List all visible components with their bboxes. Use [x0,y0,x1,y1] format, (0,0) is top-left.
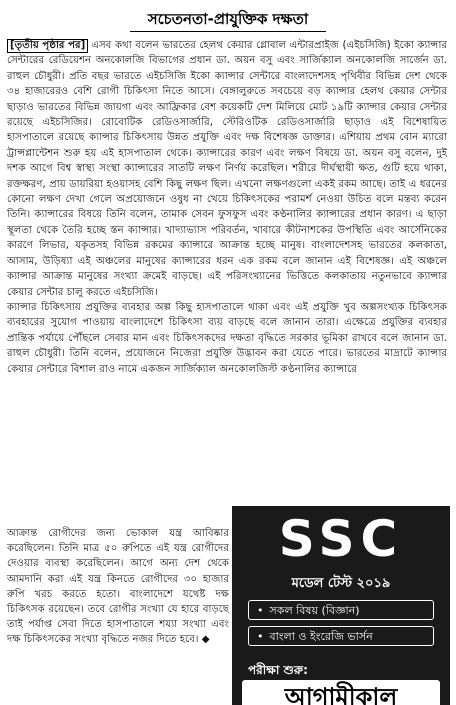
ssc-model-test-advertisement [232,506,450,705]
ad-bullet-subjects [248,600,434,620]
headline-underline [130,31,326,32]
ad-bullet-versions [248,626,434,646]
article-column-continuation: আক্রান্ত রোগীদের জন্য ভোকাল যন্ত্র আবিষ্কার করেছিলেন। তিনি মাত্র ৫০ রুপিতে এই যন্ত্র রোগীদের দেওয়ার ব্যবস্থা করেছিলেন। আগে অন্য দেশ থেকে আমদানি করা এই যন্ত্র কিনতে রোগীদের ৩০ হাজার রুপি খরচ করতে হতো। বাংলাদেশে যথেষ্ট দক্ষ চিকিৎসক রয়েছেন। তবে রোগীর সংখ্যা যে হারে বাড়ছে তাই পর্যাপ্ত সেবা দিতে হাসপাতালে শয্যা সংখ্যা এবং দক্ষ চিকিৎসকের সংখ্যা বৃদ্ধিতে নজর দিতে হবে। ◆ [7,528,229,646]
article-headline: সচেতনতা-প্রাযুক্তিক দক্ষতা [147,10,309,28]
continued-from-tag: [তৃতীয় পৃষ্ঠার পর] [7,39,88,53]
ad-title: SSC [278,510,404,568]
article-paragraph-1 [7,38,447,300]
bullet-icon: • [257,604,264,617]
ad-banner-text: আগামীকাল [284,683,398,705]
article-paragraph-2: ক্যান্সার চিকিৎসায় প্রযুক্তির ব্যবহার অল্প কিছু হাসপাতালে থাকা এবং এই প্রযুক্তি খুব অল্পসংখ্যক চিকিৎসক ব্যবহারের সুযোগ পাওয়ায় বাংলাদেশে চিকিৎসা ব্যয় বাড়ছে বলে জানান তারা। এক্ষেত্রে প্রযুক্তির ব্যবহার প্রান্তিক পর্যায়ে পৌঁছলে সেবার মান এবং চিকিৎসকদের দক্ষতা বৃদ্ধিতে সরকার ভূমিকা রাখবে বলে জানান ডা. রাহুল চৌধুরী। তিনি বলেন, প্রয়োজনে নিজেরা প্রযুক্তি উদ্ভাবন করা যেতে পারে। ভারতের মাদ্রাটে ক্যান্সার কেয়ার সেন্টারে বিশাল রাও নামে একজন সার্জিক্যাল অনকোলজিস্ট কণ্ঠনালির ক্যান্সারে [7,301,447,375]
ad-banner [242,680,440,705]
ad-bullet-versions-text: বাংলা ও ইংরেজি ভার্সন [269,630,373,643]
bullet-icon: • [257,630,264,643]
ad-bullet-subjects-text: সকল বিষয় (বিজ্ঞান) [269,604,360,617]
article-body [7,38,447,377]
ad-exam-start-label: পরীক্ষা শুরু: [248,663,308,677]
ad-subtitle: মডেল টেস্ট ২০১৯ [291,576,391,591]
article-paragraph-1-text: এসব কথা বলেন ভারতের হেলথ কেয়ার গ্লোবাল এন্টারপ্রাইজ (এইচসিজি) ইকো ক্যান্সার সেন্টারের রেডিয়েশন অনকোলজি বিভাগের প্রধান ডা. অয়ন বসু এবং সার্জিক্যাল অনকোলজি সার্জেন ডা. রাহুল চৌধুরী। প্রতি বছর ভারতে এইচসিজি ইকো ক্যান্সার সেন্টারে বাংলাদেশসহ পৃথিবীর বিভিন্ন দেশ থেকে ৩৪ হাজারেরও বেশি রোগী চিকিৎসা নিতে আসে। বেঙ্গালুরুতে সবচেয়ে বড় ক্যান্সার হেলথ কেয়ার সেন্টার ছাড়াও ভারতের বিভিন্ন জায়গা এবং আফ্রিকার বেশ কয়েকটি দেশ মিলিয়ে মোট ১৯টি ক্যান্সার কেয়ার সেন্টার রয়েছে এইচসিজির। রোবোটিক রেডিওসার্জারি, স্টেরিওটিক রেডিওসার্জারি ছাড়াও এই বিশেষায়িত হাসপাতালে রয়েছে ক্যান্সার চিকিৎসায় উন্নত প্রযুক্তি এবং দক্ষ বিশেষজ্ঞ ডাক্তার। এশিয়ায় প্রথম বোন ম্যারো ট্রান্সপ্লান্টেশন শুরু হয় এই হাসপাতাল থেকে। ক্যান্সারের কারণ এবং লক্ষণ বিষয়ে ডা. অয়ন বসু বলেন, দুই দশক আগে বিশ্ব স্বাস্থ্য সংস্থা ক্যান্সারের সাতটি লক্ষণ নির্ণয় করেছিল। শরীরে দীর্ঘস্থায়ী ক্ষত, গুটি হয়ে থাকা, রক্তক্ষরণ, প্রায় ডায়রিয়া হওয়াসহ বেশি কিছু লক্ষণ ছিল। এখনো লক্ষণগুলো একই রকম আছে। তাই এ ধরনের কোনো লক্ষণ দেখা গেলে অপ্রয়োজনে ওষুধ না খেয়ে চিকিৎসকের পরামর্শ নেওয়া উচিত বলে মন্তব্য করেন তিনি। ক্যান্সারের বিষয়ে তিনি বলেন, তামাক সেবন ফুসফুস এবং কণ্ঠনালির ক্যান্সারের প্রধান কারণ। এ ছাড়া স্থূলতা থেকে তৈরি হচ্ছে স্তন ক্যান্সার। খাদ্যাভ্যাস পরিবর্তন, খাবারে কীটনাশকের উপস্থিতি এবং আর্সেনিকের কারণে লিভার, যকৃতসহ বিভিন্ন রকমের ক্যান্সারে আক্রান্ত হচ্ছে মানুষ। বাংলাদেশসহ ভারতের কলকাতা, আসাম, উড়িষ্যা এই অঞ্চলের মানুষের ক্যান্সারের ধরন এক রকম বলে জানান এই বিশেষজ্ঞ। এই অঞ্চলে ক্যান্সার আক্রান্ত মানুষের সংখ্যা ক্রমেই বাড়ছে। এই পরিসংখ্যানের ভিত্তিতে কলকাতায় নতুনভাবে ক্যান্সার কেয়ার সেন্টার চালু করতে এইচসিজি। [7,40,447,298]
